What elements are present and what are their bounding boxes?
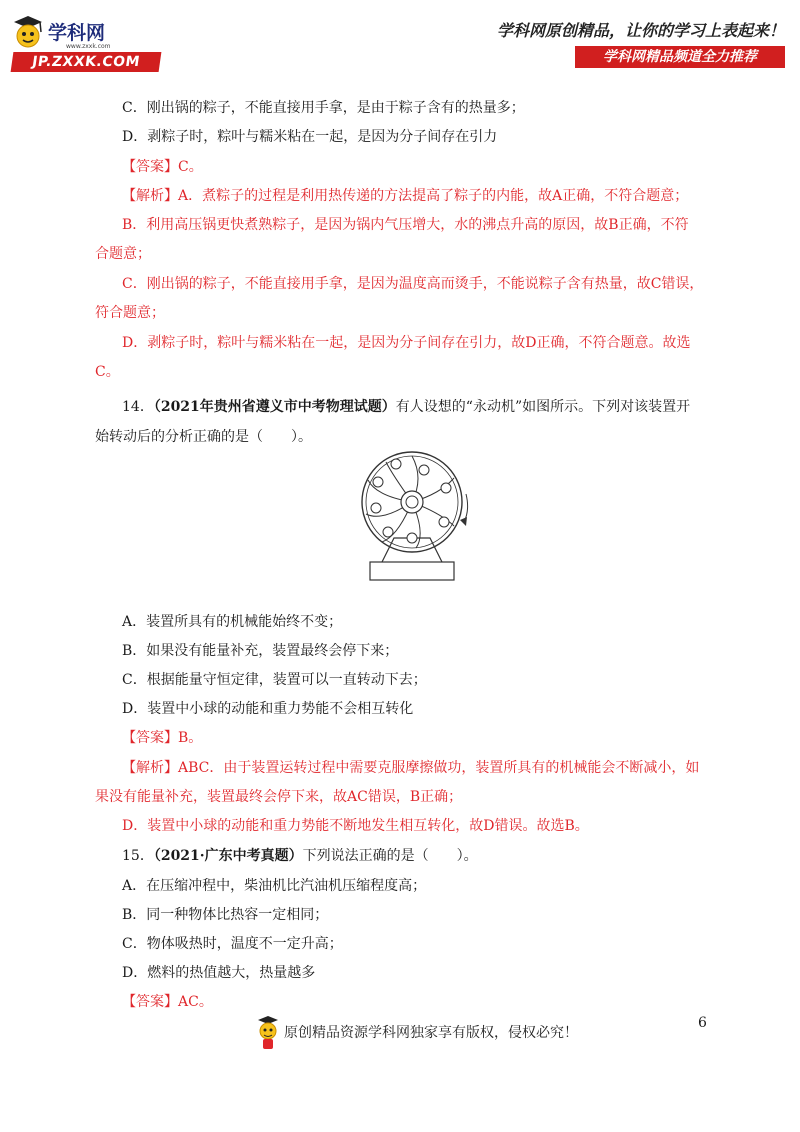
q14-stem	[122, 397, 690, 417]
q14-stem-continued: 始转动后的分析正确的是（ ）。	[95, 429, 312, 445]
q15-answer: 【答案】AC。	[122, 994, 213, 1010]
q13-explanation-line: C．刚出锅的粽子，不能直接用手拿，是因为温度高而烫手，不能说粽子含有热量，故C错误，	[122, 276, 704, 292]
q14-option-c: C．根据能量守恒定律，装置可以一直转动下去；	[122, 672, 427, 688]
q15-option-a: A．在压缩冲程中，柴油机比汽油机压缩程度高；	[122, 878, 427, 894]
q15-stem	[122, 846, 478, 866]
header-banner[interactable]: 学科网精品频道全力推荐	[575, 46, 785, 68]
q14-source: （2021年贵州省遵义市中考物理试题）	[153, 399, 396, 415]
q13-answer: 【答案】C。	[122, 159, 203, 175]
q13-explanation-line: 合题意；	[95, 246, 151, 262]
q14-explanation-line: 果没有能量补充，装置最终会停下来，故AC错误，B正确；	[95, 789, 463, 805]
q13-explanation-line: 符合题意；	[95, 305, 165, 321]
perpetual-motion-wheel-figure	[352, 450, 472, 585]
q15-option-d: D．燃料的热值越大，热量越多	[122, 965, 316, 981]
q14-option-b: B．如果没有能量补充，装置最终会停下来；	[122, 643, 399, 659]
header-slogan: 学科网原创精品，让你的学习上表起来！	[496, 21, 785, 40]
logo-domain: JP.ZXXK.COM	[11, 52, 162, 72]
q13-explanation-line: D．剥粽子时，粽叶与糯米粘在一起，是因为分子间存在引力，故D正确，不符合题意。故选	[122, 335, 691, 351]
site-logo[interactable]	[10, 14, 160, 74]
q14-option-a: A．装置所具有的机械能始终不变；	[122, 614, 343, 630]
q13-explanation-line: 【解析】A．煮粽子的过程是利用热传递的方法提高了粽子的内能，故A正确，不符合题意；	[122, 188, 689, 204]
q15-source: （2021·广东中考真题）	[153, 848, 303, 864]
q14-option-d: D．装置中小球的动能和重力势能不会相互转化	[122, 701, 414, 717]
q14-explanation-line: 【解析】ABC．由于装置运转过程中需要克服摩擦做功，装置所具有的机械能会不断减小，如	[122, 760, 700, 776]
page-number: 6	[698, 1015, 707, 1031]
q14-explanation-line: D．装置中小球的动能和重力势能不断地发生相互转化，故D错误。故选B。	[122, 818, 589, 834]
logo-subtitle: www.zxxk.com	[66, 43, 111, 50]
q13-option-c: C．刚出锅的粽子，不能直接用手拿，是由于粽子含有的热量多；	[122, 100, 525, 116]
q13-explanation-line: C。	[95, 364, 120, 380]
q14-number: 14．	[122, 399, 154, 415]
mascot-icon	[10, 14, 46, 54]
q15-number: 15．	[122, 848, 154, 864]
q14-answer: 【答案】B。	[122, 730, 203, 746]
mascot-icon	[255, 1014, 281, 1052]
q14-text: 有人设想的“永动机”如图所示。下列对该装置开	[395, 399, 691, 415]
logo-name: 学科网	[48, 22, 106, 44]
q15-option-c: C．物体吸热时，温度不一定升高；	[122, 936, 343, 952]
footer-copyright: 原创精品资源学科网独家享有版权，侵权必究！	[284, 1025, 578, 1041]
q13-explanation-line: B．利用高压锅更快煮熟粽子，是因为锅内气压增大，水的沸点升高的原因，故B正确，不符	[122, 217, 689, 233]
q15-text: 下列说法正确的是（ ）。	[302, 848, 478, 864]
q13-option-d: D．剥粽子时，粽叶与糯米粘在一起，是因为分子间存在引力	[122, 129, 498, 145]
q15-option-b: B．同一种物体比热容一定相同；	[122, 907, 329, 923]
header-promo	[496, 18, 785, 74]
